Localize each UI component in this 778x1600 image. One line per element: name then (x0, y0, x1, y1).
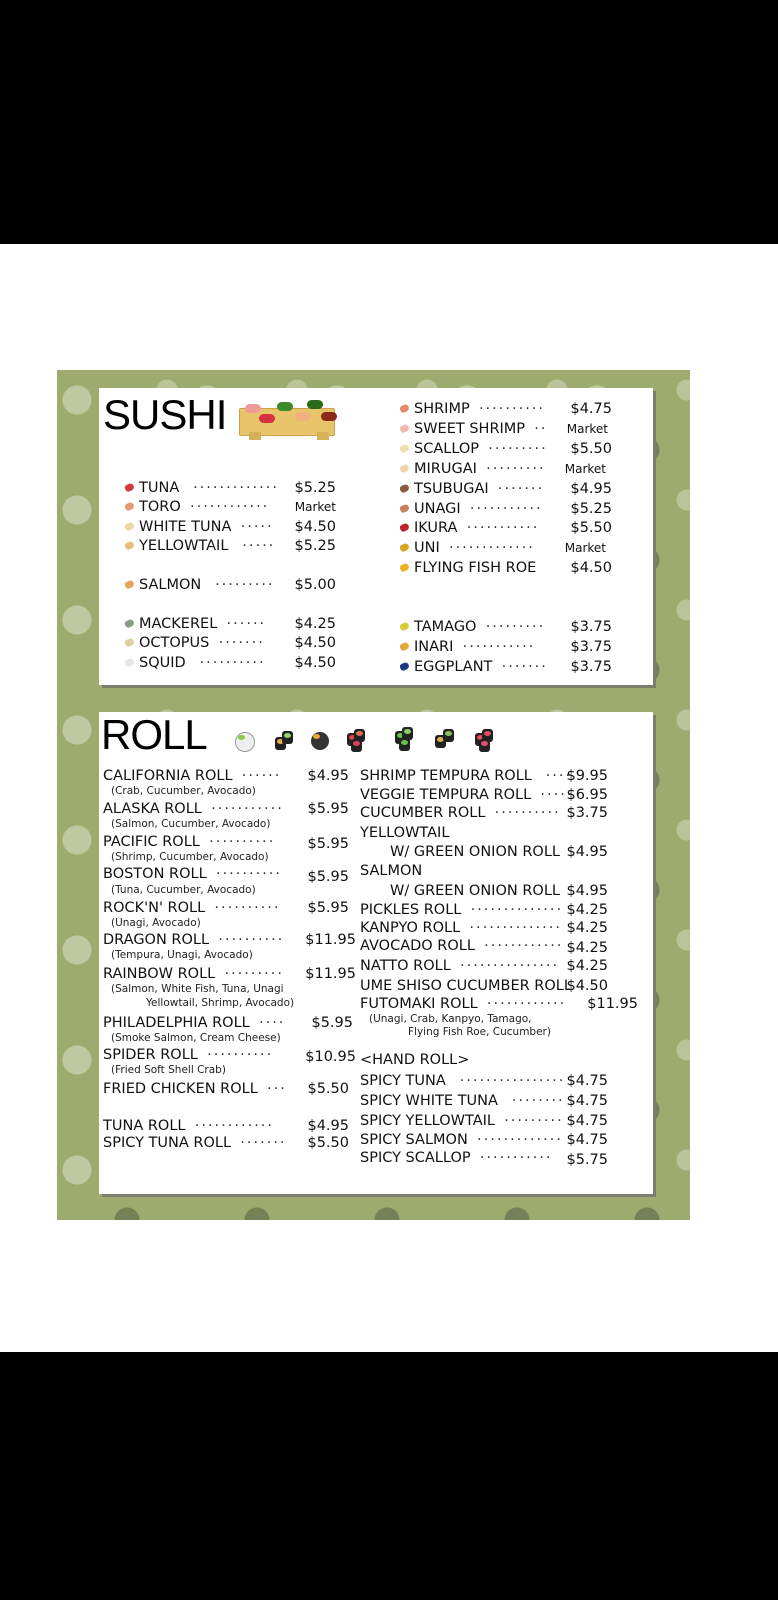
hand-roll-spicy-salmon: SPICY SALMON ············· $4.75 (360, 1132, 608, 1148)
sushi-icon (399, 542, 410, 552)
sushi-item-inari: INARI ··········· $3.75 (400, 638, 612, 656)
sushi-item-octopus: OCTOPUS ······· $4.50 (125, 634, 336, 652)
roll-item-futomaki: FUTOMAKI ROLL ············ $11.95 (360, 996, 638, 1012)
roll-item-spicy-tuna: SPICY TUNA ROLL ······· $5.50 (103, 1135, 349, 1151)
roll-item-avocado: AVOCADO ROLL ············ $4.25 (360, 938, 608, 956)
sushi-item-tuna: TUNA ············· $5.25 (125, 479, 336, 497)
sushi-icon (124, 482, 135, 492)
sushi-item-unagi: UNAGI ··········· $5.25 (400, 500, 612, 518)
sushi-item-eggplant: EGGPLANT ······· $3.75 (400, 658, 612, 676)
top-black-bar (0, 0, 778, 244)
sushi-item-toro: TORO ············ Market (125, 498, 336, 516)
roll-desc: (Unagi, Avocado) (111, 917, 201, 929)
roll-icon (275, 729, 293, 751)
sushi-item-sweet-shrimp: SWEET SHRIMP ·· Market (400, 420, 608, 438)
roll-item-rainbow: RAINBOW ROLL ········· $11.95 (103, 966, 356, 982)
roll-panel (99, 712, 653, 1194)
roll-desc: (Crab, Cucumber, Avocado) (111, 785, 256, 797)
roll-desc: (Smoke Salmon, Cream Cheese) (111, 1032, 281, 1044)
roll-item-salmon-green-onion: SALMON (360, 863, 423, 879)
sushi-item-mirugai: MIRUGAI ········· Market (400, 460, 606, 478)
roll-icon (235, 729, 253, 751)
sushi-item-ikura: IKURA ··········· $5.50 (400, 519, 612, 537)
roll-item-salmon-sub: W/ GREEN ONION ROLL $4.95 (390, 883, 608, 899)
roll-item-natto: NATTO ROLL ··············· $4.25 (360, 958, 608, 974)
sushi-icon (399, 463, 410, 473)
sushi-item-tsubugai: TSUBUGAI ······· $4.95 (400, 480, 612, 498)
sushi-item-tamago: TAMAGO ········· $3.75 (400, 618, 612, 636)
sushi-item-mackerel: MACKEREL ······ $4.25 (125, 615, 336, 633)
roll-item-kanpyo: KANPYO ROLL ·············· $4.25 (360, 920, 608, 936)
sushi-item-scallop: SCALLOP ········· $5.50 (400, 440, 612, 458)
sushi-icon (399, 661, 410, 671)
roll-item-rockn: ROCK'N' ROLL ·········· $5.95 (103, 900, 349, 916)
sushi-icon (399, 522, 410, 532)
roll-item-cucumber: CUCUMBER ROLL ·········· $3.75 (360, 805, 608, 821)
roll-desc: Yellowtail, Shrimp, Avocado) (146, 997, 295, 1009)
roll-desc: Flying Fish Roe, Cucumber) (408, 1026, 551, 1038)
sushi-icon (399, 503, 410, 513)
roll-item-fried-chicken: FRIED CHICKEN ROLL ··· $5.50 (103, 1081, 349, 1097)
sushi-item-flying-fish-roe: FLYING FISH ROE $4.50 (400, 559, 612, 577)
sushi-item-squid: SQUID ·········· $4.50 (125, 654, 336, 672)
roll-item-dragon: DRAGON ROLL ·········· $11.95 (103, 932, 356, 948)
sushi-icon (399, 483, 410, 493)
sushi-item-yellowtail: YELLOWTAIL ····· $5.25 (125, 537, 336, 555)
roll-item-shrimp-tempura: SHRIMP TEMPURA ROLL ···· $9.95 (360, 768, 608, 784)
roll-icon (435, 729, 453, 751)
sushi-title: SUSHI (103, 391, 227, 438)
roll-item-philadelphia: PHILADELPHIA ROLL ···· $5.95 (103, 1015, 353, 1031)
sushi-icon (124, 540, 135, 550)
roll-item-alaska: ALASKA ROLL ··········· $5.95 (103, 801, 349, 817)
sushi-item-white-tuna: WHITE TUNA ····· $4.50 (125, 518, 336, 536)
sushi-item-uni: UNI ············· Market (400, 539, 606, 557)
roll-icon (395, 729, 413, 751)
roll-item-california: CALIFORNIA ROLL ······ $4.95 (103, 768, 349, 784)
sushi-icon (399, 562, 410, 572)
hand-roll-spicy-scallop: SPICY SCALLOP ··········· $5.75 (360, 1150, 608, 1168)
hand-roll-spicy-tuna: SPICY TUNA ················ $4.75 (360, 1073, 608, 1089)
roll-desc: (Tuna, Cucumber, Avocado) (111, 884, 256, 896)
roll-desc: (Unagi, Crab, Kanpyo, Tamago, (369, 1013, 532, 1025)
roll-item-pickles: PICKLES ROLL ·············· $4.25 (360, 902, 608, 918)
hand-roll-spicy-white-tuna: SPICY WHITE TUNA ········ $4.75 (360, 1093, 608, 1109)
roll-item-ume-shiso: UME SHISO CUCUMBER ROLL $4.50 (360, 978, 608, 994)
roll-desc: (Shrimp, Cucumber, Avocado) (111, 851, 269, 863)
sushi-icon (399, 621, 410, 631)
sushi-icon (124, 637, 135, 647)
sushi-icon (399, 641, 410, 651)
roll-desc: (Salmon, White Fish, Tuna, Unagi (111, 983, 284, 995)
sushi-item-salmon: SALMON ········· $5.00 (125, 576, 336, 594)
sushi-icon (399, 423, 410, 433)
roll-item-tuna: TUNA ROLL ············ $4.95 (103, 1118, 349, 1134)
sushi-icon (124, 579, 135, 589)
roll-item-boston: BOSTON ROLL ·········· $5.95 (103, 866, 349, 885)
bottom-black-bar (0, 1352, 778, 1600)
sushi-icon (124, 618, 135, 628)
roll-item-veggie-tempura: VEGGIE TEMPURA ROLL ····· $6.95 (360, 787, 608, 803)
roll-title: ROLL (101, 711, 207, 758)
sushi-icon (124, 521, 135, 531)
roll-icon (347, 729, 365, 751)
roll-item-yellowtail-green-onion: YELLOWTAIL (360, 825, 450, 841)
roll-icon (311, 729, 329, 751)
sushi-icon (399, 443, 410, 453)
hand-roll-heading: <HAND ROLL> (360, 1052, 470, 1068)
roll-desc: (Tempura, Unagi, Avocado) (111, 949, 253, 961)
roll-item-spider: SPIDER ROLL ·········· $10.95 (103, 1047, 356, 1065)
roll-item-yellowtail-sub: W/ GREEN ONION ROLL $4.95 (390, 844, 608, 860)
roll-desc: (Salmon, Cucumber, Avocado) (111, 818, 271, 830)
roll-icon (475, 729, 493, 751)
roll-item-pacific: PACIFIC ROLL ·········· $5.95 (103, 834, 349, 852)
sushi-item-shrimp: SHRIMP ·········· $4.75 (400, 400, 612, 418)
sushi-icon (124, 501, 135, 511)
roll-desc: (Fried Soft Shell Crab) (111, 1064, 226, 1076)
sushi-icon (399, 403, 410, 413)
sushi-panel (99, 388, 653, 685)
hand-roll-spicy-yellowtail: SPICY YELLOWTAIL ········· $4.75 (360, 1113, 608, 1129)
sushi-icon (124, 657, 135, 667)
